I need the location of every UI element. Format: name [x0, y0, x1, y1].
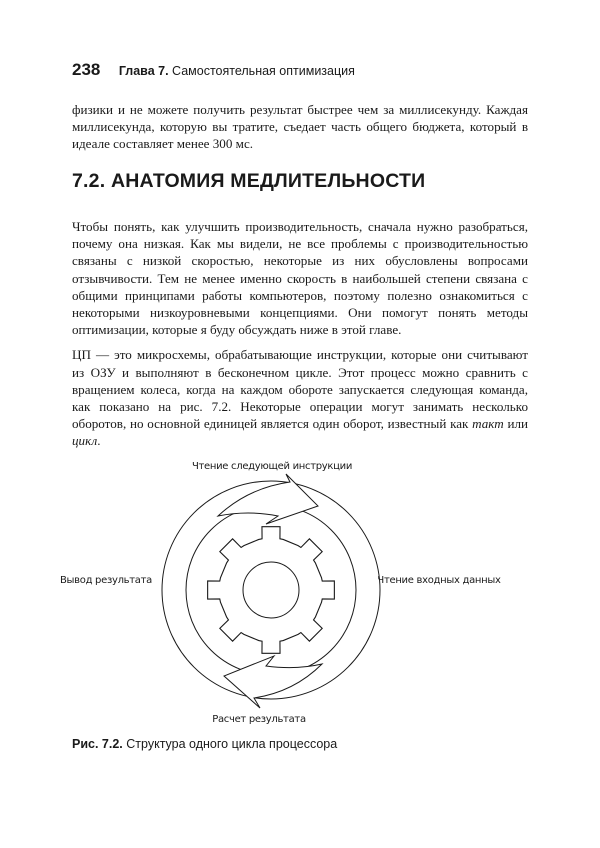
figure-caption-text: Структура одного цикла процессора [126, 737, 338, 751]
intro-paragraph: физики и не можете получить результат быстрее чем за миллисекунду. Каждая миллисекунда, которую вы тратите, съедает часть общего бюджета, который в идеале составляет менее 300 мс. [72, 102, 528, 152]
paragraph-2-before: ЦП — это микросхемы, обрабатывающие инструкции, которые они считывают из ОЗУ и выполняют в бесконечном цикле. Этот процесс можно сравнить с вращением колеса, когда на каждом обороте запускается следующая команда, как показано на рис. 7.2. Некоторые операции могут занимать несколько оборотов, но основной единицей является один оборот, известный как [72, 347, 528, 432]
section-title: 7.2. АНАТОМИЯ МЕДЛИТЕЛЬНОСТИ [72, 170, 426, 192]
paragraph-2-after: . [97, 433, 101, 449]
term-tact: такт [472, 416, 504, 432]
term-cycle: цикл [72, 433, 98, 449]
intro-paragraph-block [72, 101, 528, 161]
paragraph-1: Чтобы понять, как улучшить производительность, сначала нужно разобраться, почему она низкая. Как мы видели, не все проблемы с производительностью связаны с низкой скоростью, некоторые из них обусловлены вопросами отзывчивости. Тем не менее именно скорость в наибольшей степени связана с общими принципами работы компьютеров, поэтому полезно ознакомиться с некоторыми низкоуровневыми концепциями. Они помогут понять методы оптимизации, которые я буду обсуждать ниже в этой главе. [72, 219, 528, 338]
label-compute-result: Расчет результата [212, 714, 306, 725]
bottom-cycle-arrow [224, 656, 322, 708]
gear-hub [243, 562, 299, 618]
chapter-label: Глава 7. [118, 64, 169, 78]
running-header [72, 60, 355, 80]
gear-icon [208, 527, 335, 654]
figure-caption-label: Рис. 7.2. [72, 737, 123, 751]
label-read-input: Чтение входных данных [377, 575, 501, 586]
chapter-title: Самостоятельная оптимизация [172, 64, 355, 78]
page-number: 238 [72, 60, 101, 79]
paragraph-2-middle: или [503, 416, 528, 432]
figure-caption [72, 737, 337, 751]
label-fetch-instruction: Чтение следующей инструкции [191, 461, 353, 472]
cpu-cycle-diagram [0, 450, 600, 730]
section-body [72, 218, 528, 458]
chapter-heading [119, 64, 355, 78]
label-write-output: Вывод результата [60, 575, 152, 586]
inner-cycle-ring [186, 505, 356, 675]
paragraph-2 [72, 346, 528, 449]
